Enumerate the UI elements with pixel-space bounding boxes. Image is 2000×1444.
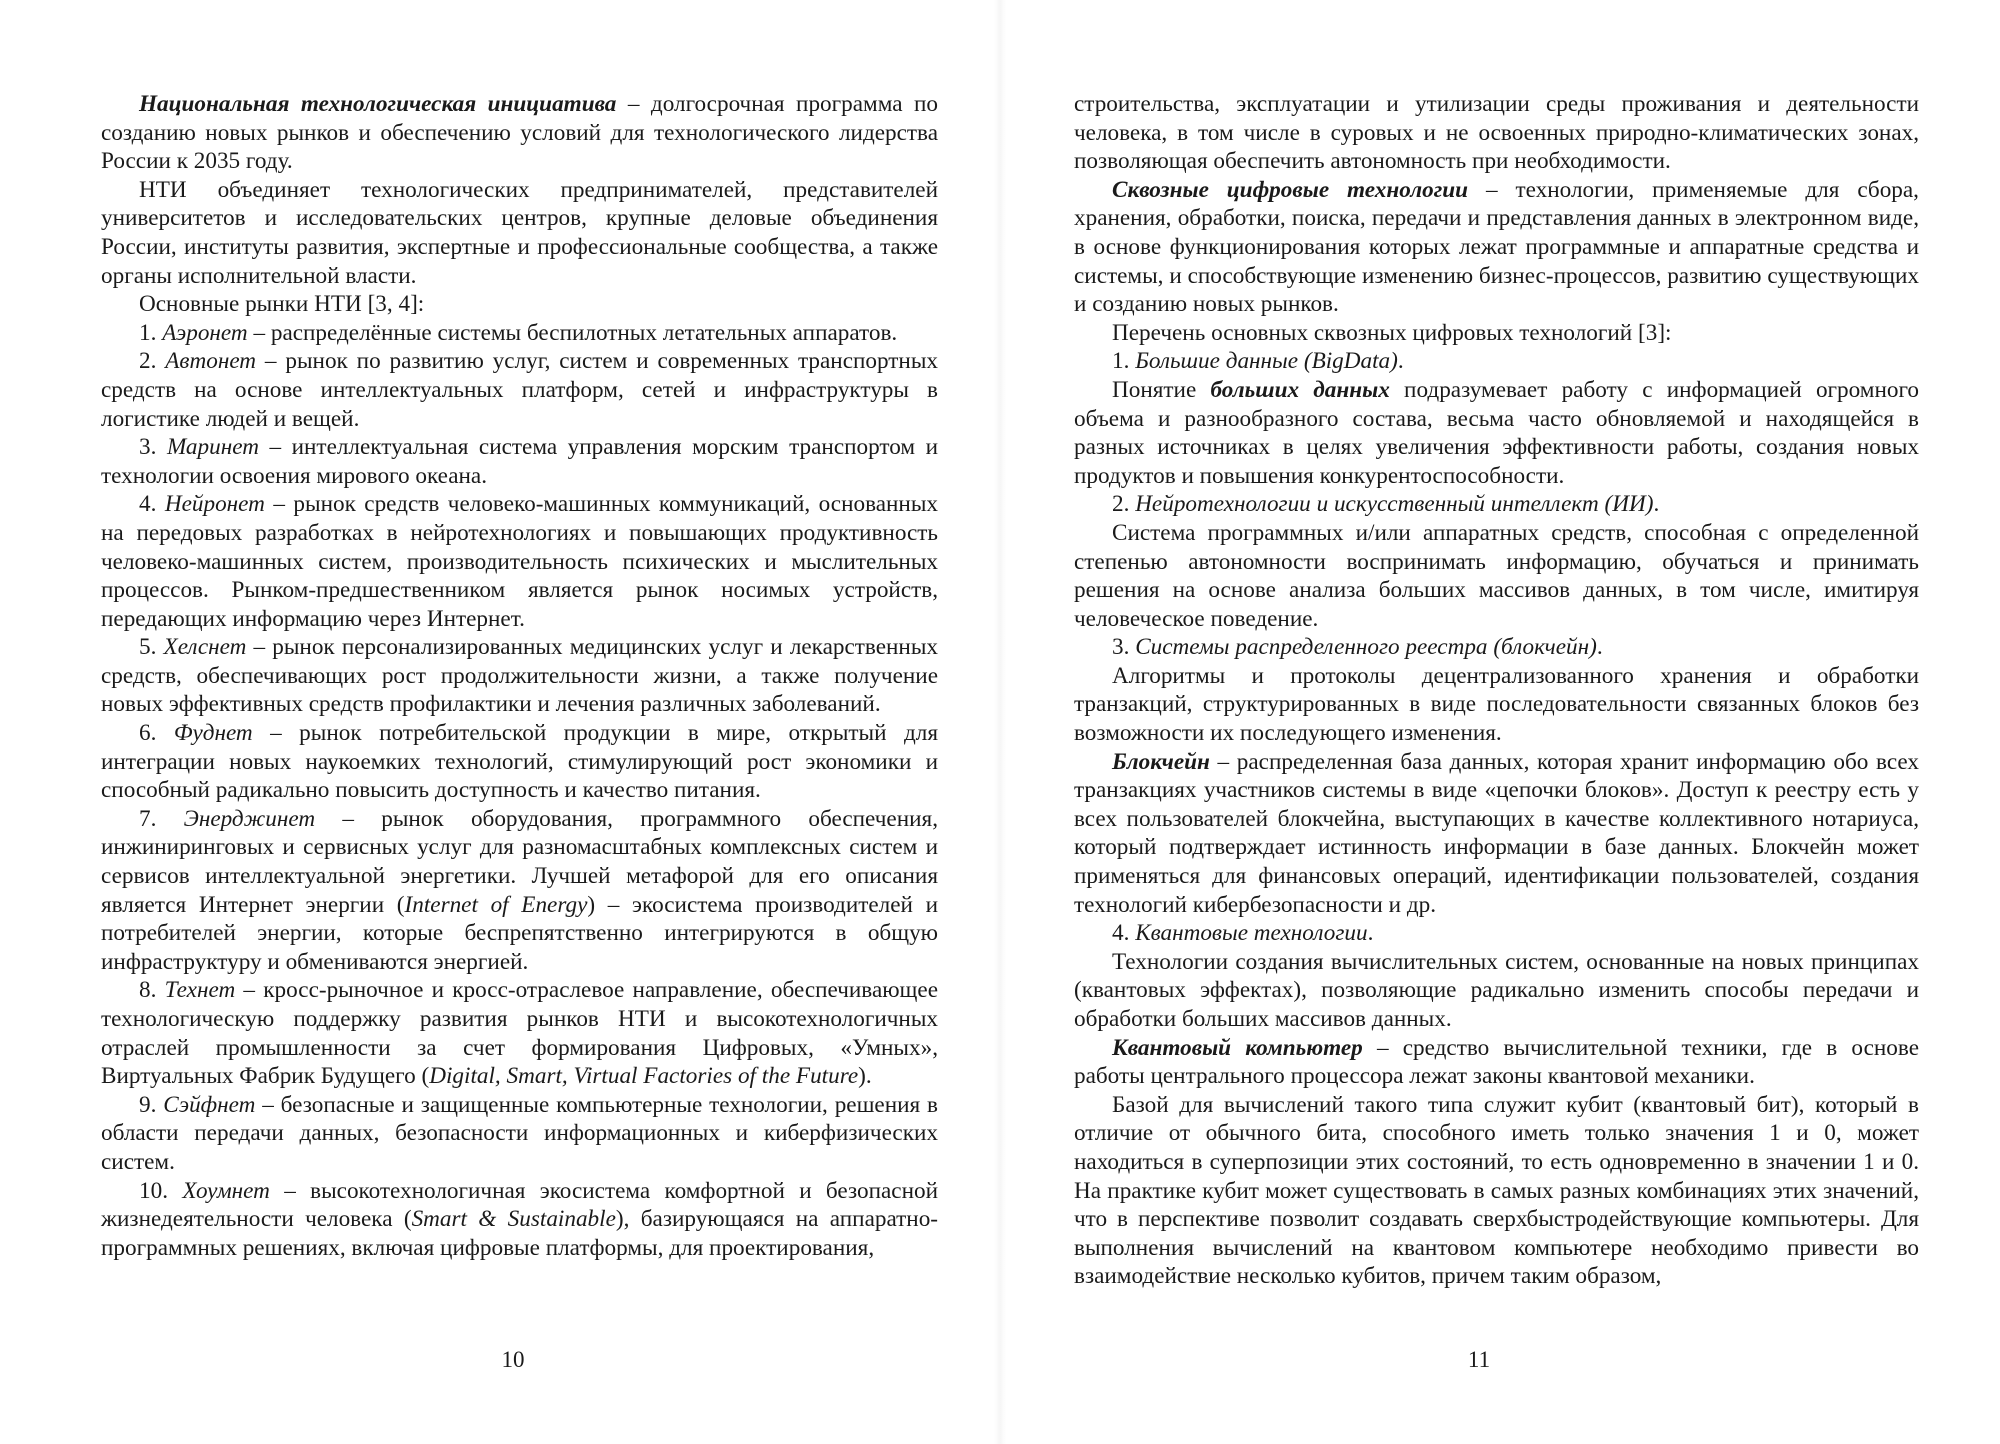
market-item-fudnet: 6. Фуднет – рынок потребительской продукции в мире, открытый для интеграции новых наукоемких технологий, стимулирующий рост экономики и способный радикально повысить доступность и качество питания. — [101, 720, 939, 804]
paragraph-bigdata-definition: Понятие больших данных подразумевает работу с информацией огромного объема и разнообразного состава, весьма часто обновляемой и находящейся в разных источниках в целях увеличения эффективности работы, создания новых продуктов и повышения конкурентоспособности. — [1074, 376, 1920, 489]
market-item-helsnet: 5. Хелснет – рынок персонализированных медицинских услуг и лекарственных средств, обеспечивающих рост продолжительности жизни, а также получение новых эффективных средств профилактики и лечения различных заболеваний. — [101, 634, 938, 718]
paragraph-qubit: Базой для вычислений такого типа служит кубит (квантовый бит), который в отличие от обычного бита, способного иметь только значения 1 и 0, может находиться в суперпозиции этих состояний, то есть одновременно в значении 1 и 0. На практике кубит может существовать в самых разных комбинациях этих значений, что в перспективе позволит создавать сверхбыстродействующие компьютеры. Для выполнения вычислений на квантовом компьютере необходимо привести во взаимодействие несколько кубитов, причем таким образом, — [1074, 1091, 1919, 1290]
market-item-aeronet: 1. Аэронет – распределённые системы беспилотных летательных аппаратов. — [139, 319, 898, 346]
paragraph-nti-members: НТИ объединяет технологических предпринимателей, представителей университетов и исследовательских центров, крупные деловые объединения России, институты развития, экспертные и профессиональные сообщества, а также органы исполнительной власти. — [101, 176, 938, 289]
market-item-marinet: 3. Маринет – интеллектуальная система управления морским транспортом и технологии освоения мирового океана. — [101, 434, 939, 489]
tech-item-bigdata: 1. Большие данные (BigData). — [1112, 348, 1404, 375]
term-blockchain: Блокчейн — [1112, 748, 1210, 775]
market-item-tehnet: 8. Технет – кросс-рыночное и кросс-отраслевое направление, обеспечивающее технологическую поддержку развития рынков НТИ и высокотехнологичных отраслей промышленности за счет формирования Цифровых, «Умных», Виртуальных Фабрик Будущего (Digital, Smart, Virtual Factories of the Future). — [101, 977, 938, 1090]
paragraph-quantum-computer-definition: Квантовый компьютер – средство вычислительной техники, где в основе работы центрального процессора лежат законы квантовой механики. — [1074, 1034, 1920, 1090]
paragraph-markets-heading: Основные рынки НТИ [3, 4]: — [139, 291, 425, 318]
right-page-text — [1074, 90, 1919, 1291]
paragraph-tech-list-heading: Перечень основных сквозных цифровых технологий [3]: — [1112, 319, 1672, 346]
term-quantum-computer: Квантовый компьютер — [1112, 1034, 1363, 1061]
paragraph-ledger-definition: Алгоритмы и протоколы децентрализованного хранения и обработки транзакций, структурированных в виде последовательности связанных блоков без возможности их последующего изменения. — [1074, 662, 1919, 747]
market-item-seifnet: 9. Сэйфнет – безопасные и защищенные компьютерные технологии, решения в области передачи данных, безопасности информационных и киберфизических систем. — [101, 1091, 938, 1175]
term-through-tech: Сквозные цифровые технологии — [1112, 176, 1469, 203]
right-page — [1000, 0, 2000, 1444]
paragraph-continuation: строительства, эксплуатации и утилизации среды проживания и деятельности человека, в том числе в суровых и не освоенных природно-климатических зонах, позволяющая обеспечить автономность при необходимости. — [1074, 91, 1919, 175]
market-item-avtonet: 2. Автонет – рынок по развитию услуг, систем и современных транспортных средств на основе интеллектуальных платформ, сетей и инфраструктуры в логистике людей и вещей. — [101, 348, 938, 432]
tech-item-quantum: 4. Квантовые технологии. — [1112, 920, 1374, 947]
paragraph-ai-definition: Система программных и/или аппаратных средств, способная с определенной степенью автономности воспринимать информацию, обучаться и принимать решения на основе анализа больших массивов данных, в том числе, имитируя человеческое поведение. — [1074, 519, 1919, 632]
left-page-text — [101, 90, 938, 1262]
paragraph-blockchain-definition: Блокчейн – распределенная база данных, которая хранит информацию обо всех транзакциях участников системы в виде «цепочки блоков». Доступ к реестру есть у всех пользователей блокчейна, выступающих в качестве коллективного нотариуса, который подтверждает истинность информации в базе данных. Блокчейн может применяться для финансовых операций, идентификации пользователей, создания технологий кибербезопасности и др. — [1074, 748, 1919, 918]
term-nti: Национальная технологическая инициатива — [139, 91, 617, 117]
page-number-left: 10 — [501, 1347, 525, 1372]
paragraph-quantum-tech-definition: Технологии создания вычислительных систем, основанные на новых принципах (квантовых эффектах), позволяющие радикально изменить способы передачи и обработки больших массивов данных. — [1074, 948, 1919, 1032]
paragraph-nti-definition: Национальная технологическая инициатива – долгосрочная программа по созданию новых рынков и обеспечению условий для технологического лидерства России к 2035 году. — [101, 91, 938, 175]
market-item-neironet: 4. Нейронет – рынок средств человеко-машинных коммуникаций, основанных на передовых разработках в нейротехнологиях и повышающих продуктивность человеко-машинных систем, производительность психических и мыслительных процессов. Рынком-предшественником является рынок носимых устройств, передающих информацию через Интернет. — [101, 491, 938, 632]
tech-item-blockchain: 3. Системы распределенного реестра (блокчейн). — [1112, 634, 1603, 661]
market-item-enerdzhinet: 7. Энерджинет – рынок оборудования, программного обеспечения, инжиниринговых и сервисных услуг для разномасштабных комплексных систем и сервисов интеллектуальной энергетики. Лучшей метафорой для его описания является Интернет энергии (Internet of Energy) – экосистема производителей и потребителей энергии, которые беспрепятственно интегрируются в общую инфраструктуру и обмениваются энергией. — [101, 805, 938, 975]
market-item-houmnet: 10. Хоумнет – высокотехнологичная экосистема комфортной и безопасной жизнедеятельности человека (Smart & Sustainable), базирующаяся на аппаратно-программных решениях, включая цифровые платформы, для проектирования, — [101, 1177, 939, 1261]
tech-item-ai: 2. Нейротехнологии и искусственный интеллект (ИИ). — [1112, 491, 1660, 518]
page-number-right: 11 — [1467, 1347, 1491, 1372]
paragraph-through-tech-definition: Сквозные цифровые технологии – технологии, применяемые для сбора, хранения, обработки, поиска, передачи и представления данных в электронном виде, в основе функционирования которых лежат программные и аппаратные средства и системы, и способствующие изменению бизнес-процессов, развитию существующих и созданию новых рынков. — [1074, 176, 1919, 318]
term-bigdata: больших данных — [1210, 376, 1390, 403]
